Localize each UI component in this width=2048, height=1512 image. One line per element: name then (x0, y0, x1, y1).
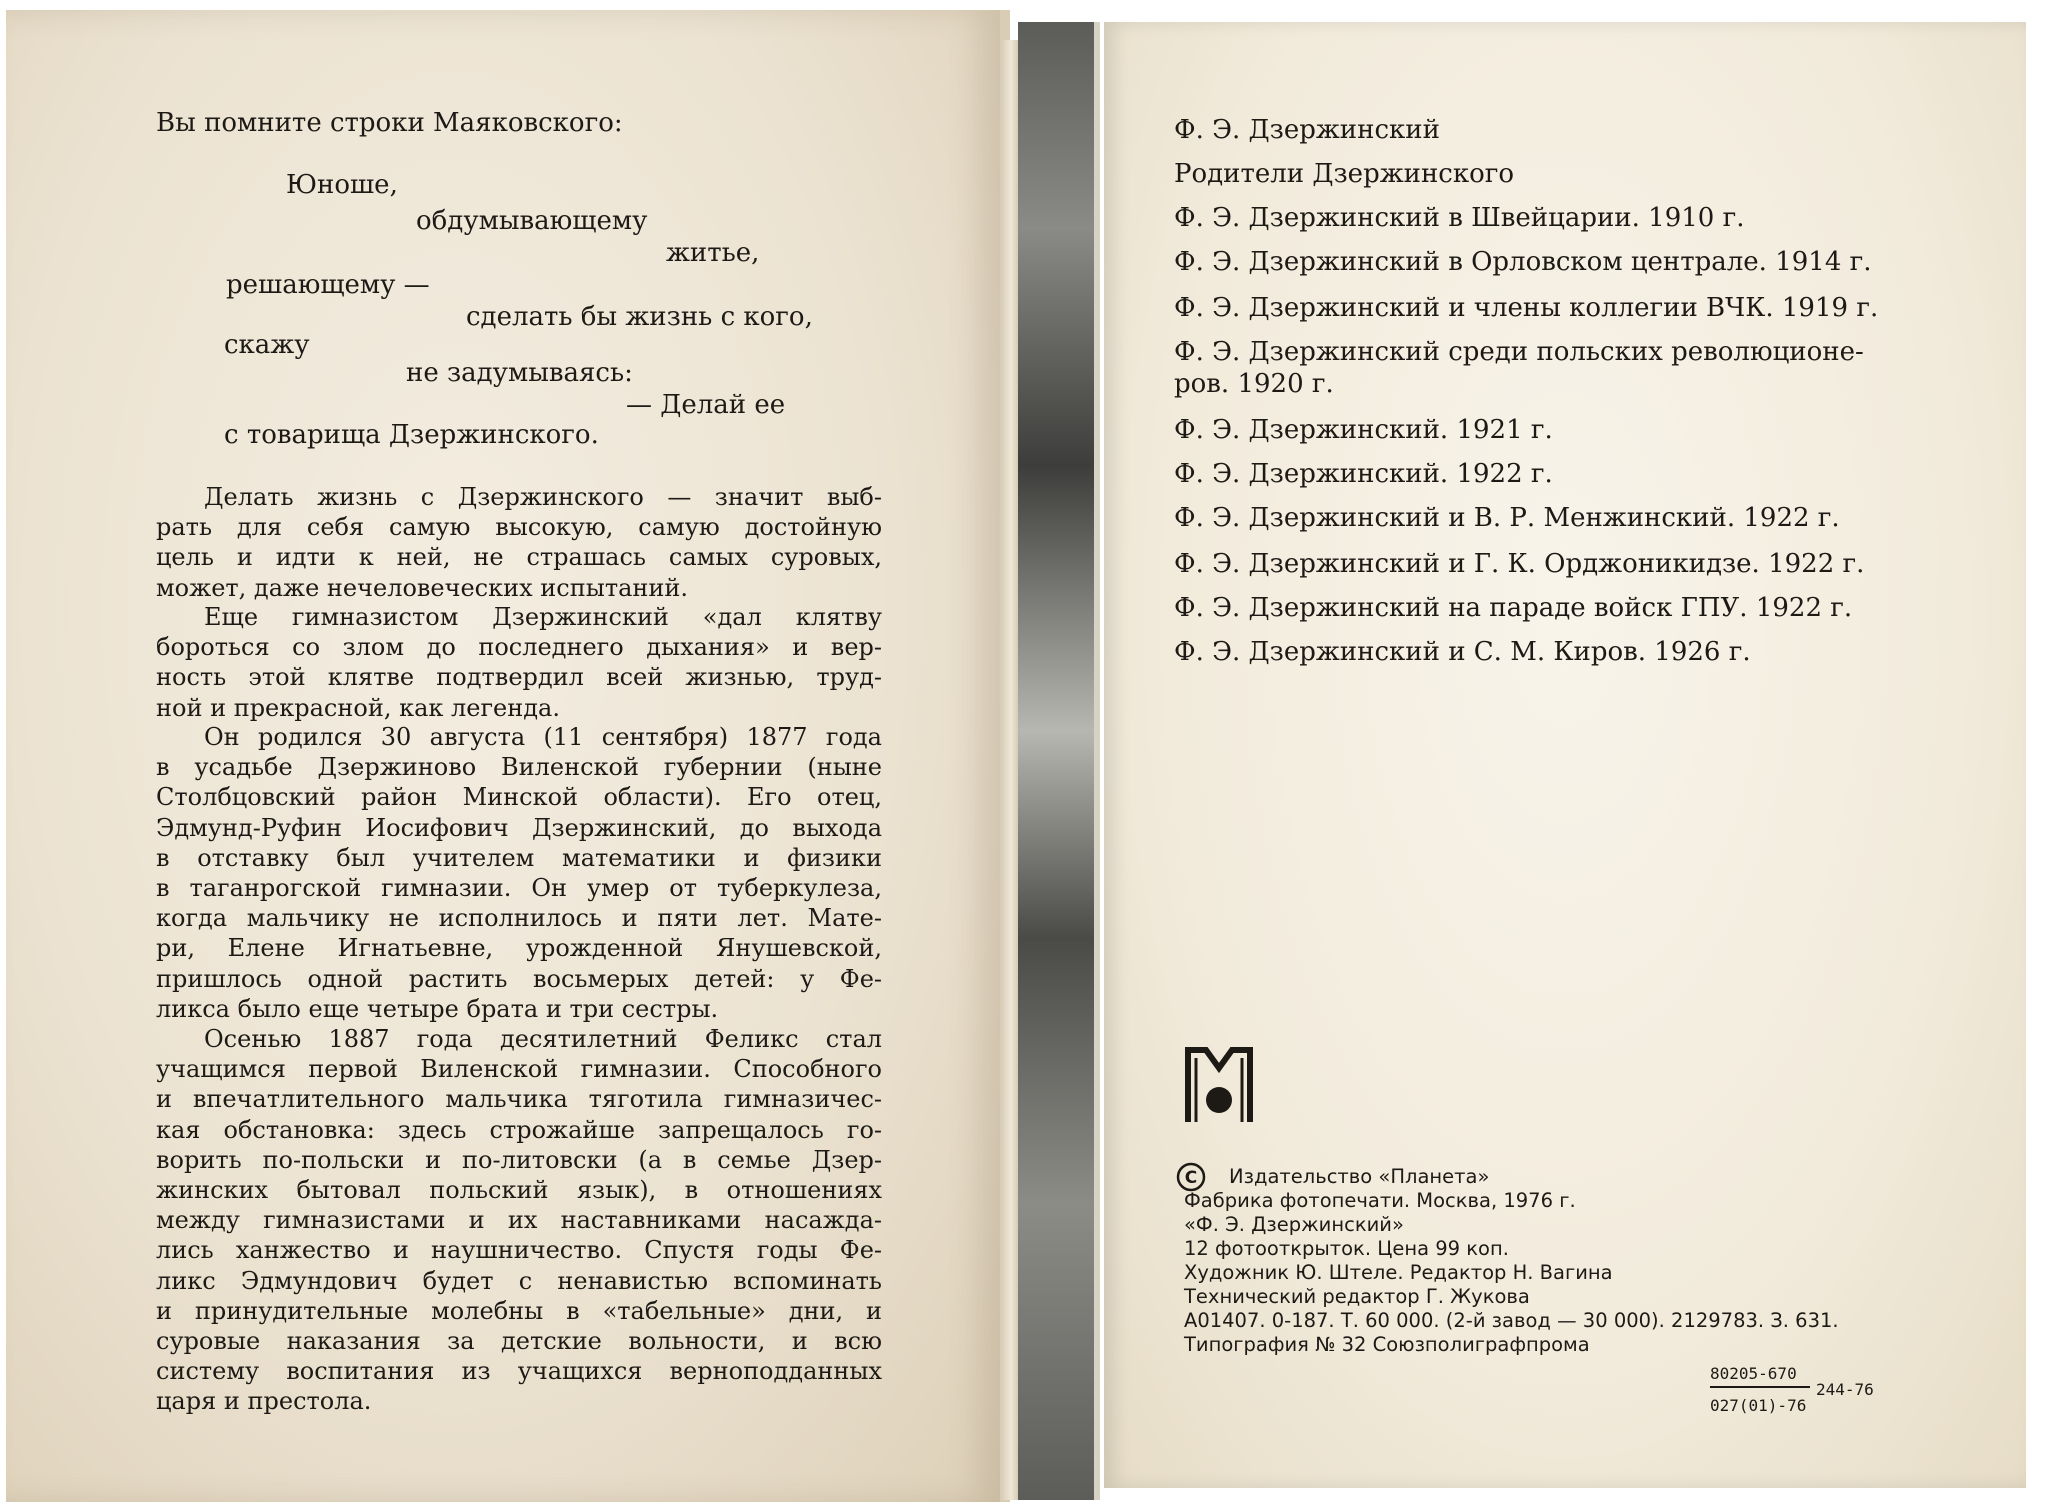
toc-item: Ф. Э. Дзержинский. 1921 г. (1174, 415, 1553, 445)
imprint-line: Художник Ю. Штеле. Редактор Н. Вагина (1184, 1261, 1613, 1284)
toc-item: ров. 1920 г. (1174, 369, 1334, 399)
poem-line: с товарища Дзержинского. (224, 420, 599, 450)
poem-line: сделать бы жизнь с кого, (466, 302, 813, 332)
toc-item: Ф. Э. Дзержинский среди польских революционе- (1174, 337, 1864, 367)
toc-item: Ф. Э. Дзержинский (1174, 115, 1440, 145)
paragraph-line: и принудительные молебны в «табельные» дни, и (156, 1296, 882, 1325)
toc-item: Ф. Э. Дзержинский в Швейцарии. 1910 г. (1174, 203, 1745, 233)
paragraph-line: учащимся первой Виленской гимназии. Способного (156, 1055, 882, 1084)
toc-item: Ф. Э. Дзержинский и Г. К. Орджоникидзе. 1922 г. (1174, 549, 1865, 579)
binding-gutter (1018, 22, 1100, 1500)
poem-line: не задумываясь: (406, 358, 633, 388)
poem-line: скажу (224, 330, 310, 360)
paragraph-line: Эдмунд-Руфин Иосифович Дзержинский, до выхода (156, 813, 882, 842)
paragraph-line: систему воспитания из учащихся верноподданных (156, 1357, 882, 1386)
paragraph-line: ликс Эдмундович будет с ненавистью вспоминать (156, 1266, 882, 1295)
paragraph-line: рать для себя самую высокую, самую достойную (156, 513, 882, 542)
toc-item: Ф. Э. Дзержинский. 1922 г. (1174, 459, 1553, 489)
catalog-code-denominator: 027(01)-76 (1710, 1396, 1807, 1415)
intro-line: Вы помните строки Маяковского: (156, 108, 623, 138)
paragraph-line: Осенью 1887 года десятилетний Феликс стал (204, 1025, 882, 1053)
paragraph-line: Делать жизнь с Дзержинского — значит выб- (204, 483, 882, 511)
toc-item: Ф. Э. Дзержинский в Орловском централе. 1914 г. (1174, 247, 1872, 277)
toc-item: Ф. Э. Дзержинский и члены коллегии ВЧК. 1919 г. (1174, 293, 1879, 323)
poem-line: — Делай ее (626, 390, 786, 420)
copyright-icon (1176, 1162, 1206, 1192)
paragraph-line: ри, Елене Игнатьевне, урожденной Янушевской, (156, 934, 882, 963)
paragraph-line: Он родился 30 августа (11 сентября) 1877 года (204, 723, 882, 751)
paragraph-line: царя и престола. (156, 1387, 372, 1416)
copyright-symbol: C (1184, 1168, 1198, 1188)
planeta-publisher-logo-icon (1184, 1042, 1254, 1126)
left-page (6, 10, 1010, 1502)
poem-line: Юноше, (286, 170, 398, 200)
imprint-line: 12 фотооткрыток. Цена 99 коп. (1184, 1237, 1509, 1260)
paragraph-line: ворить по-польски и по-литовски (а в семье Дзер- (156, 1145, 882, 1174)
paragraph-line: ность этой клятве подтвердил всей жизнью, труд- (156, 663, 882, 692)
imprint-line: Технический редактор Г. Жукова (1184, 1285, 1530, 1308)
catalog-code-suffix: 244-76 (1816, 1380, 1874, 1399)
imprint-line: Издательство «Планета» (1229, 1165, 1490, 1188)
toc-item: Родители Дзержинского (1174, 159, 1515, 189)
paragraph-line: и впечатлительного мальчика тяготила гимназичес- (156, 1085, 882, 1114)
paragraph-line: когда мальчику не исполнилось и пяти лет. Мате- (156, 904, 882, 933)
imprint-line: Фабрика фотопечати. Москва, 1976 г. (1184, 1189, 1576, 1212)
paragraph-2 (156, 602, 882, 723)
catalog-code-numerator: 80205-670 (1710, 1364, 1797, 1383)
paragraph-line: в таганрогской гимназии. Он умер от туберкулеза, (156, 873, 882, 902)
paragraph-line: может, даже нечеловеческих испытаний. (156, 573, 689, 602)
right-page (1104, 22, 2026, 1488)
paragraph-3 (156, 722, 882, 1024)
paragraph-line: бороться со злом до последнего дыхания» и вер- (156, 633, 882, 662)
poem-line: обдумывающему (416, 206, 648, 236)
imprint-line: Типография № 32 Союзполиграфпрома (1184, 1333, 1590, 1356)
imprint-line: «Ф. Э. Дзержинский» (1184, 1213, 1404, 1236)
paragraph-line: ной и прекрасной, как легенда. (156, 693, 560, 722)
paragraph-line: пришлось одной растить восьмерых детей: у Фе- (156, 964, 882, 993)
imprint-line: А01407. 0-187. Т. 60 000. (2-й завод — 30 000). 2129783. З. 631. (1184, 1309, 1839, 1332)
paragraph-line: в усадьбе Дзержиново Виленской губернии (ныне (156, 753, 882, 782)
paragraph-line: ликса было еще четыре брата и три сестры. (156, 994, 719, 1023)
paragraph-4 (156, 1024, 882, 1416)
paragraph-1 (156, 482, 882, 603)
poem-line: решающему — (226, 270, 430, 300)
paragraph-line: Столбцовский район Минской области). Его отец, (156, 783, 882, 812)
paragraph-line: лись ханжество и наушничество. Спустя годы Фе- (156, 1236, 882, 1265)
toc-item: Ф. Э. Дзержинский и В. Р. Менжинский. 1922 г. (1174, 503, 1840, 533)
fraction-bar (1710, 1386, 1810, 1388)
poem-line: житье, (666, 238, 760, 268)
paragraph-line: в отставку был учителем математики и физики (156, 843, 882, 872)
paragraph-line: кая обстановка: здесь строжайше запрещалось го- (156, 1115, 882, 1144)
paragraph-line: цель и идти к ней, не страшась самых суровых, (156, 543, 882, 572)
paragraph-line: жинских бытовал польский язык), в отношениях (156, 1175, 882, 1204)
toc-item: Ф. Э. Дзержинский и С. М. Киров. 1926 г. (1174, 637, 1751, 667)
toc-item: Ф. Э. Дзержинский на параде войск ГПУ. 1922 г. (1174, 593, 1853, 623)
paragraph-line: суровые наказания за детские вольности, и всю (156, 1326, 882, 1355)
paragraph-line: Еще гимназистом Дзержинский «дал клятву (204, 603, 882, 631)
paragraph-line: между гимназистами и их наставниками насажда- (156, 1206, 882, 1235)
